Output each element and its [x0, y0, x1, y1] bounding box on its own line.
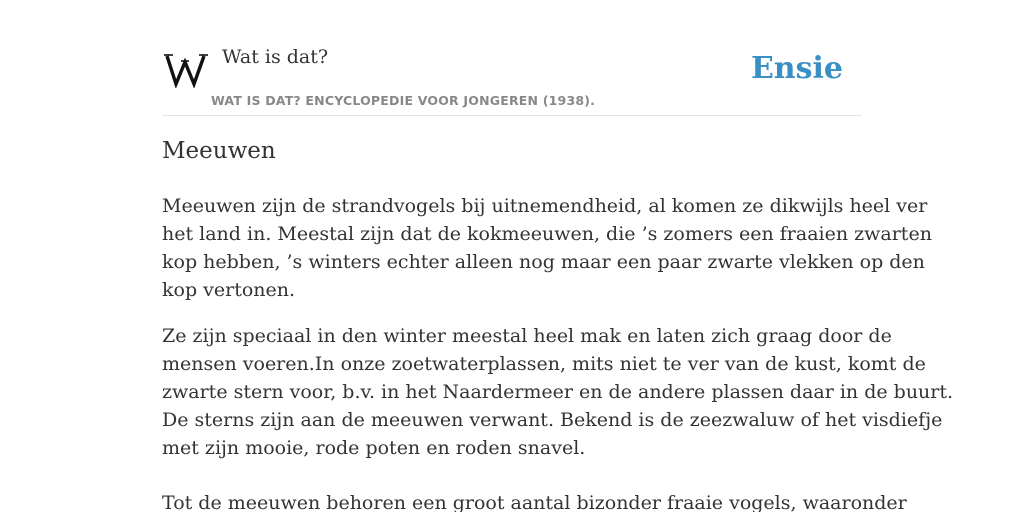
ensie-brand-link[interactable]: Ensie	[750, 51, 843, 86]
source-subtitle: WAT IS DAT? ENCYCLOPEDIE VOOR JONGEREN (1938).	[211, 93, 596, 108]
paragraph-line: kop vertonen.	[162, 279, 296, 301]
wikipedia-w-icon[interactable]	[164, 50, 208, 88]
article-body	[162, 192, 954, 512]
paragraph-line: kop hebben, ’s winters echter alleen nog maar een paar zwarte vlekken op den	[162, 251, 925, 273]
source-header	[162, 40, 862, 116]
article-title: Meeuwen	[162, 138, 276, 164]
article-paragraph	[162, 192, 932, 304]
paragraph-line: mensen voeren.In onze zoetwaterplassen, mits niet te ver van de kust, komt de	[162, 353, 926, 375]
paragraph-line: zwarte stern voor, b.v. in het Naardermeer en de andere plassen daar in de buurt.	[162, 381, 954, 403]
paragraph-line: Meeuwen zijn de strandvogels bij uitnemendheid, al komen ze dikwijls heel ver	[162, 195, 928, 217]
article-paragraph	[162, 322, 954, 462]
paragraph-line: De sterns zijn aan de meeuwen verwant. Bekend is de zeezwaluw of het visdiefje	[162, 409, 943, 431]
paragraph-line: het land in. Meestal zijn dat de kokmeeuwen, die ’s zomers een fraaien zwarten	[162, 223, 932, 245]
paragraph-line: Tot de meeuwen behoren een groot aantal bizonder fraaie vogels, waaronder	[162, 492, 907, 512]
paragraph-line: Ze zijn speciaal in den winter meestal heel mak en laten zich graag door de	[162, 325, 892, 347]
paragraph-line: met zijn mooie, rode poten en roden snavel.	[162, 437, 586, 459]
article-paragraph	[162, 489, 907, 512]
source-title[interactable]: Wat is dat?	[222, 46, 329, 68]
